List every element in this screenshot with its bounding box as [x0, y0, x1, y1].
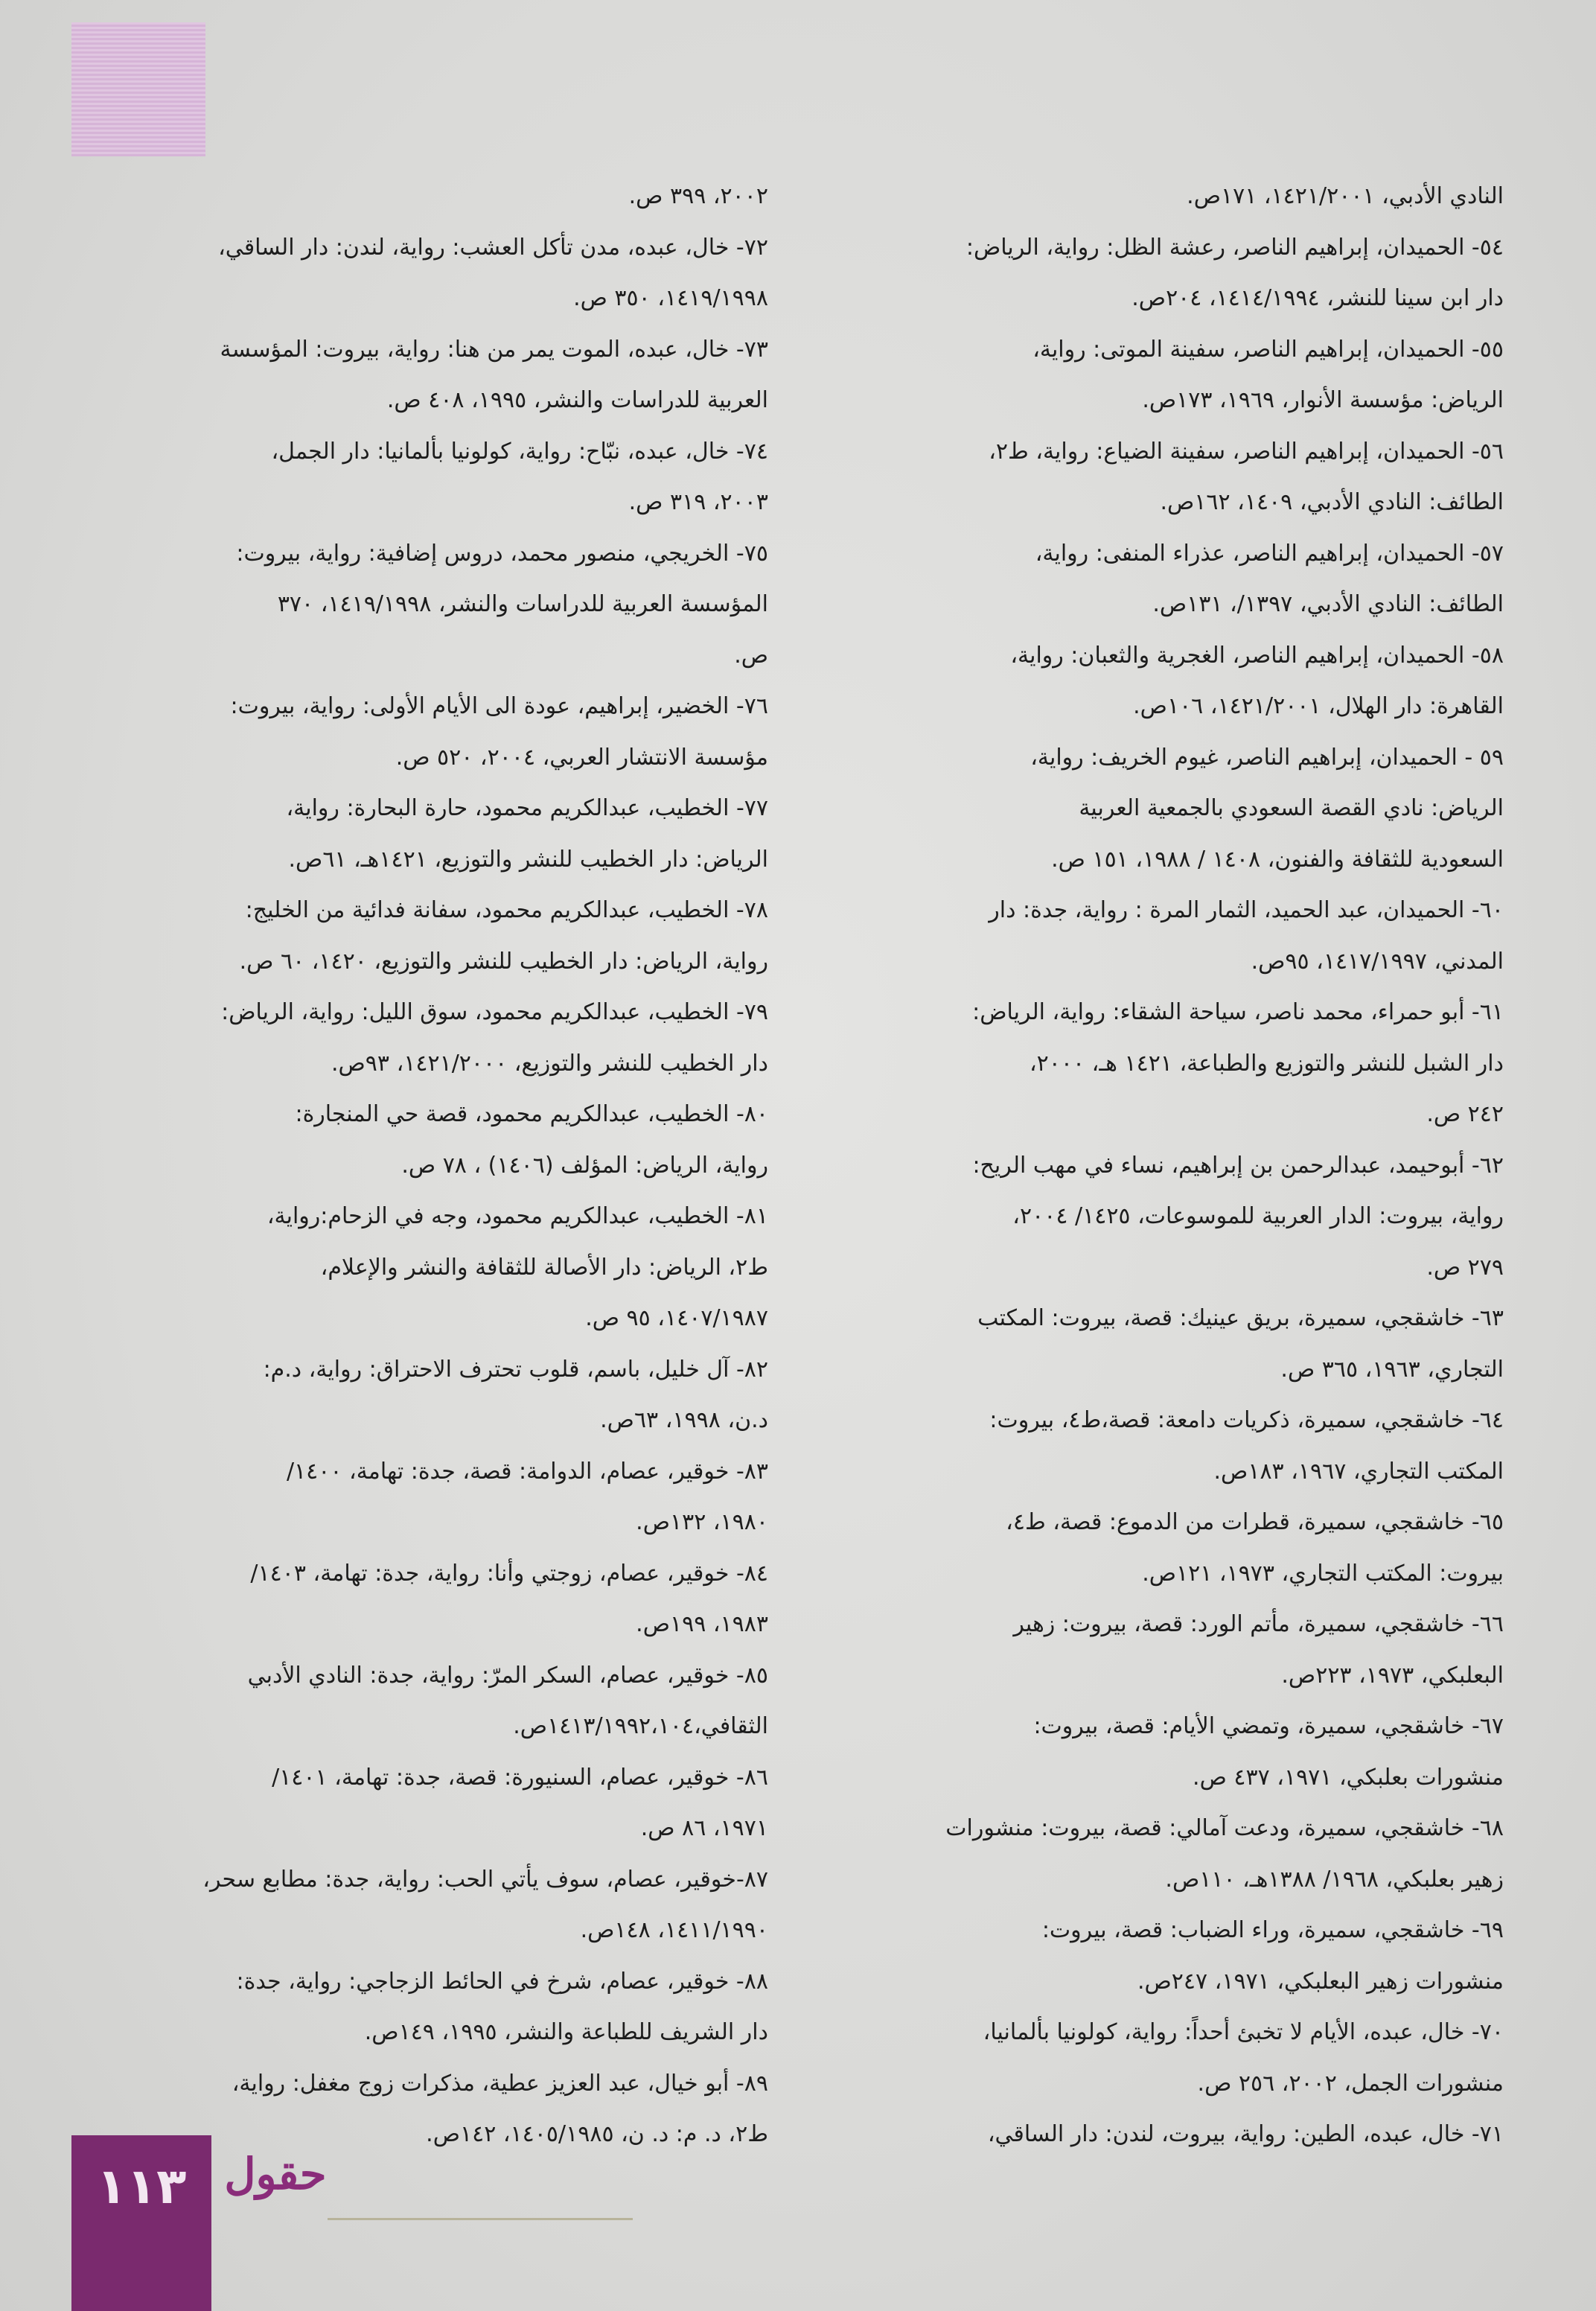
- bibliography-line: دار الخطيب للنشر والتوزيع، ١٤٢١/٢٠٠٠، ٩٣ص.: [331, 1050, 768, 1077]
- bibliography-line: ٥٦- الحميدان، إبراهيم الناصر، سفينة الضياع: رواية، ط٢،: [989, 438, 1504, 465]
- bibliography-line: ٧٠- خال، عبده، الأيام لا تخبئ أحداً: رواية، كولونيا بألمانيا،: [983, 2019, 1504, 2045]
- bibliography-line: السعودية للثقافة والفنون، ١٤٠٨ / ١٩٨٨، ١٥١ ص.: [1051, 846, 1504, 873]
- bibliography-line: رواية، الرياض: المؤلف (١٤٠٦) ، ٧٨ ص.: [401, 1152, 768, 1179]
- bibliography-line: ٦٨- خاشقجي، سميرة، ودعت آمالي: قصة، بيروت: منشورات: [945, 1815, 1504, 1841]
- bibliography-line: رواية، بيروت: الدار العربية للموسوعات، ١٤٢٥/ ٢٠٠٤،: [1012, 1203, 1504, 1229]
- bibliography-line: ص.: [734, 642, 768, 669]
- bibliography-column-left: [106, 171, 768, 2161]
- bibliography-line: دار ابن سينا للنشر، ١٤١٤/١٩٩٤، ٢٠٤ص.: [1131, 285, 1504, 311]
- bibliography-line: ٨٣- خوقير، عصام، الدوامة: قصة، جدة: تهامة، ١٤٠٠/: [286, 1458, 768, 1485]
- bibliography-line: بيروت: المكتب التجاري، ١٩٧٣، ١٢١ص.: [1142, 1560, 1504, 1587]
- bibliography-line: ٦٥- خاشقجي، سميرة، قطرات من الدموع: قصة، ط٤،: [1006, 1509, 1504, 1535]
- bibliography-line: ٧٧- الخطيب، عبدالكريم محمود، حارة البحارة: رواية،: [286, 795, 768, 821]
- bibliography-line: رواية، الرياض: دار الخطيب للنشر والتوزيع، ١٤٢٠، ٦٠ ص.: [239, 948, 768, 975]
- bibliography-line: مؤسسة الانتشار العربي، ٢٠٠٤، ٥٢٠ ص.: [395, 744, 768, 771]
- bibliography-line: القاهرة: دار الهلال، ١٤٢١/٢٠٠١، ١٠٦ص.: [1133, 693, 1504, 719]
- bibliography-line: ٧٥- الخريجي، منصور محمد، دروس إضافية: رواية، بيروت:: [236, 540, 768, 567]
- bibliography-line: ٢٠٠٢، ٣٩٩ ص.: [628, 183, 768, 209]
- bibliography-line: ٧٢- خال، عبده، مدن تأكل العشب: رواية، لندن: دار الساقي،: [218, 234, 768, 261]
- bibliography-line: ٨٢- آل خليل، باسم، قلوب تحترف الاحتراق: رواية، د.م:: [263, 1356, 768, 1383]
- bibliography-line: زهير بعلبكي، ١٩٦٨/ ١٣٨٨هـ، ١١٠ص.: [1165, 1866, 1504, 1893]
- bibliography-line: ٦٠- الحميدان، عبد الحميد، الثمار المرة : رواية، جدة: دار: [989, 897, 1504, 923]
- bibliography-line: دار الشريف للطباعة والنشر، ١٩٩٥، ١٤٩ص.: [364, 2019, 768, 2045]
- bibliography-line: ٥٩ - الحميدان، إبراهيم الناصر، غيوم الخريف: رواية،: [1030, 744, 1504, 771]
- bibliography-line: ٧٦- الخضير، إبراهيم، عودة الى الأيام الأولى: رواية، بيروت:: [230, 693, 768, 719]
- bibliography-line: الرياض: مؤسسة الأنوار، ١٩٦٩، ١٧٣ص.: [1142, 387, 1504, 413]
- bibliography-column-right: [841, 171, 1504, 2161]
- bibliography-line: ٦٧- خاشقجي، سميرة، وتمضي الأيام: قصة، بيروت:: [1033, 1713, 1504, 1739]
- bibliography-line: ٨٥- خوقير، عصام، السكر المرّ: رواية، جدة: النادي الأدبي: [247, 1662, 768, 1689]
- page-number: ١١٣: [96, 2158, 187, 2215]
- bibliography-line: المؤسسة العربية للدراسات والنشر، ١٤١٩/١٩٩٨، ٣٧٠: [277, 591, 768, 617]
- bibliography-line: المدني، ١٤١٧/١٩٩٧، ٩٥ص.: [1251, 948, 1504, 975]
- magazine-logo: حقول: [224, 2149, 327, 2199]
- bibliography-line: الرياض: دار الخطيب للنشر والتوزيع، ١٤٢١هـ، ٦١ص.: [288, 846, 768, 873]
- bibliography-line: ٦٩- خاشقجي، سميرة، وراء الضباب: قصة، بيروت:: [1041, 1917, 1504, 1943]
- bibliography-line: ٥٧- الحميدان، إبراهيم الناصر، عذراء المنفى: رواية،: [1035, 540, 1504, 567]
- corner-decoration: [71, 22, 205, 156]
- bibliography-line: التجاري، ١٩٦٣، ٣٦٥ ص.: [1280, 1356, 1504, 1383]
- bibliography-line: ٨٦- خوقير، عصام، السنيورة: قصة، جدة: تهامة، ١٤٠١/: [272, 1764, 768, 1791]
- bibliography-line: منشورات بعلبكي، ١٩٧١، ٤٣٧ ص.: [1193, 1764, 1504, 1791]
- bibliography-line: الطائف: النادي الأدبي، ١٤٠٩، ١٦٢ص.: [1160, 489, 1504, 515]
- bibliography-line: البعلبكي، ١٩٧٣، ٢٢٣ص.: [1281, 1662, 1504, 1689]
- bibliography-line: ٧٨- الخطيب، عبدالكريم محمود، سفانة فدائية من الخليج:: [245, 897, 768, 923]
- bibliography-line: ٦٤- خاشقجي، سميرة، ذكريات دامعة: قصة،ط٤، بيروت:: [989, 1407, 1504, 1433]
- bibliography-line: ١٤١١/١٩٩٠، ١٤٨ص.: [580, 1917, 768, 1943]
- bibliography-line: الطائف: النادي الأدبي، ١٣٩٧/، ١٣١ص.: [1152, 591, 1504, 617]
- bibliography-line: الثقافي،١٤١٣/١٩٩٢،١٠٤ص.: [513, 1713, 768, 1739]
- bibliography-line: ٨٩- أبو خيال، عبد العزيز عطية، مذكرات زوج مغفل: رواية،: [232, 2070, 768, 2097]
- bibliography-line: المكتب التجاري، ١٩٦٧، ١٨٣ص.: [1213, 1458, 1504, 1485]
- bibliography-line: ١٩٧١، ٨٦ ص.: [640, 1815, 768, 1841]
- bibliography-line: ط٢، الرياض: دار الأصالة للثقافة والنشر والإعلام،: [320, 1254, 768, 1281]
- bibliography-line: ٨٤- خوقير، عصام، زوجتي وأنا: رواية، جدة: تهامة، ١٤٠٣/: [250, 1560, 768, 1587]
- bibliography-line: دار الشبل للنشر والتوزيع والطباعة، ١٤٢١ هـ، ٢٠٠٠،: [1029, 1050, 1504, 1077]
- bibliography-line: العربية للدراسات والنشر، ١٩٩٥، ٤٠٨ ص.: [386, 387, 768, 413]
- bibliography-line: منشورات الجمل، ٢٠٠٢، ٢٥٦ ص.: [1197, 2070, 1504, 2097]
- bibliography-line: ٦٢- أبوحيمد، عبدالرحمن بن إبراهيم، نساء في مهب الريح:: [972, 1152, 1504, 1179]
- bibliography-line: ٧٤- خال، عبده، نبّاح: رواية، كولونيا بألمانيا: دار الجمل،: [271, 438, 768, 465]
- footer-rule: [328, 2218, 633, 2220]
- bibliography-line: ط٢، د. م: د. ن، ١٤٠٥/١٩٨٥، ١٤٢ص.: [426, 2121, 768, 2147]
- bibliography-line: ٨٧-خوقير، عصام، سوف يأتي الحب: رواية، جدة: مطابع سحر،: [202, 1866, 768, 1893]
- bibliography-line: ٧٣- خال، عبده، الموت يمر من هنا: رواية، بيروت: المؤسسة: [220, 336, 768, 363]
- bibliography-line: ٦٦- خاشقجي، سميرة، مأتم الورد: قصة، بيروت: زهير: [1013, 1611, 1504, 1637]
- bibliography-line: ١٤٠٧/١٩٨٧، ٩٥ ص.: [585, 1305, 768, 1331]
- bibliography-line: ٦٣- خاشقجي، سميرة، بريق عينيك: قصة، بيروت: المكتب: [977, 1305, 1504, 1331]
- bibliography-line: ٨٠- الخطيب، عبدالكريم محمود، قصة حي المنجارة:: [295, 1101, 768, 1127]
- bibliography-line: ٧١- خال، عبده، الطين: رواية، بيروت، لندن: دار الساقي،: [987, 2121, 1504, 2147]
- bibliography-line: ٥٤- الحميدان، إبراهيم الناصر، رعشة الظل: رواية، الرياض:: [965, 234, 1504, 261]
- bibliography-line: ٢٤٢ ص.: [1426, 1101, 1504, 1127]
- bibliography-line: د.ن، ١٩٩٨، ٦٣ص.: [600, 1407, 768, 1433]
- bibliography-line: الرياض: نادي القصة السعودي بالجمعية العربية: [1079, 795, 1504, 821]
- bibliography-line: ٧٩- الخطيب، عبدالكريم محمود، سوق الليل: رواية، الرياض:: [221, 999, 768, 1025]
- bibliography-line: ١٩٨٣، ١٩٩ص.: [636, 1611, 768, 1637]
- bibliography-line: ٨١- الخطيب، عبدالكريم محمود، وجه في الزحام:رواية،: [266, 1203, 768, 1229]
- bibliography-line: ٦١- أبو حمراء، محمد ناصر، سياحة الشقاء: رواية، الرياض:: [972, 999, 1504, 1025]
- page-number-tab: [71, 2135, 211, 2311]
- bibliography-line: ٢٧٩ ص.: [1426, 1254, 1504, 1281]
- bibliography-line: ٢٠٠٣، ٣١٩ ص.: [628, 489, 768, 515]
- bibliography-line: ٥٨- الحميدان، إبراهيم الناصر، الغجرية والثعبان: رواية،: [1010, 642, 1504, 669]
- bibliography-line: ٥٥- الحميدان، إبراهيم الناصر، سفينة الموتى: رواية،: [1032, 336, 1504, 363]
- bibliography-line: ١٤١٩/١٩٩٨، ٣٥٠ ص.: [573, 285, 768, 311]
- bibliography-line: ٨٨- خوقير، عصام، شرخ في الحائط الزجاجي: رواية، جدة:: [236, 1968, 768, 1995]
- bibliography-line: النادي الأدبي، ١٤٢١/٢٠٠١، ١٧١ص.: [1187, 183, 1504, 209]
- bibliography-line: منشورات زهير البعلبكي، ١٩٧١، ٢٤٧ص.: [1137, 1968, 1504, 1995]
- bibliography-line: ١٩٨٠، ١٣٢ص.: [636, 1509, 768, 1535]
